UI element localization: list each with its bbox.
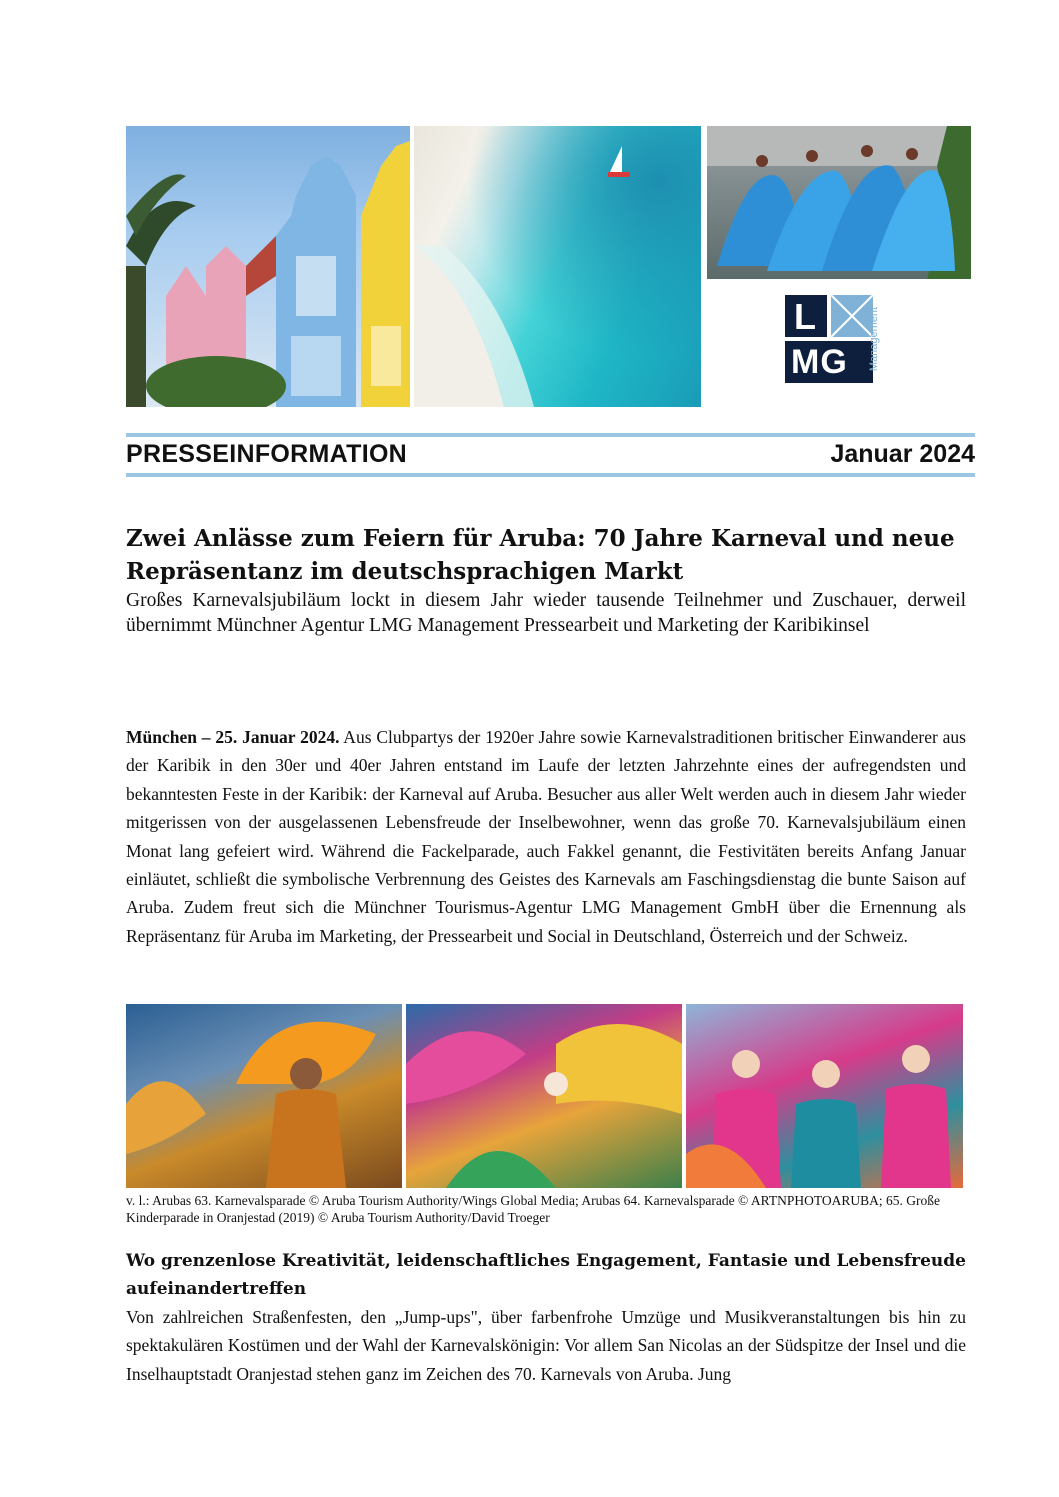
lmg-logo-bottom-letters: MG xyxy=(791,343,848,381)
intro-paragraph xyxy=(126,723,966,950)
intro-dateline: München – 25. Januar 2024. xyxy=(126,727,340,747)
houses-photo xyxy=(126,126,410,407)
photo-caption: v. l.: Arubas 63. Karnevalsparade © Aruba Tourism Authority/Wings Global Media; Arubas 64. Karnevalsparade © ARTNPHOTOARUBA; 65. Große Kinderparade in Oranjestad (2019) © Aruba Tourism Authority/David Troeger xyxy=(126,1193,940,1225)
sailboat-illustration xyxy=(414,126,701,407)
section-body: Von zahlreichen Straßenfesten, den „Jump-ups", über farbenfrohe Umzüge und Musikveranstaltungen bis hin zu spektakulären Kostümen und der Wahl der Karnevalskönigin: Vor allem San Nicolas an der Südspitze der Insel und die Inselhauptstadt Oranjestad stehen ganz im Zeichen des 70. Karnevals von Aruba. Jung xyxy=(126,1307,966,1384)
carnival-photo-3-illustration xyxy=(686,1004,963,1188)
intro-text: Aus Clubpartys der 1920er Jahre sowie Karnevalstraditionen britischer Einwanderer aus der Karibik in den 30er und 40er Jahren entstand im Laufe der letzten Jahrzehnte eines der aufregendsten und bekanntesten Feste in der Karibik: der Karneval auf Aruba. Besucher aus aller Welt werden auch in diesem Jahr wieder mitgerissen von der ausgelassenen Lebensfreude der Inselbewohner, wenn das große 70. Karnevalsjubiläum einen Monat lang gefeiert wird. Während die Fackelparade, auch Fakkel genannt, die Festivitäten bereits Anfang Januar einläutet, schließt die symbolische Verbrennung des Geistes des Karnevals am Faschingsdienstag die bunte Saison auf Aruba. Zudem freut sich die Münchner Tourismus-Agentur LMG Management GmbH über die Ernennung als Repräsentanz für Aruba im Marketing, der Pressearbeit und Social in Deutschland, Österreich und der Schweiz. xyxy=(126,727,966,946)
lmg-logo-top-letters: L xyxy=(794,296,816,337)
press-label: PRESSEINFORMATION xyxy=(126,440,408,468)
carnival-photo-2-illustration xyxy=(406,1004,682,1188)
carnival-photo-2 xyxy=(406,1004,682,1188)
headline: Zwei Anlässe zum Feiern für Aruba: 70 Jahre Karneval und neue Repräsentanz im deutschsprachigen Markt xyxy=(126,525,955,585)
lmg-logo xyxy=(785,295,905,385)
press-date: Januar 2024 xyxy=(830,440,975,468)
dancers-photo xyxy=(707,126,971,279)
carnival-photo-1 xyxy=(126,1004,402,1188)
carnival-photo-3 xyxy=(686,1004,963,1188)
section-heading: Wo grenzenlose Kreativität, leidenschaftliches Engagement, Fantasie und Lebensfreude aufeinandertreffen xyxy=(126,1251,966,1299)
lmg-logo-side-text: Management xyxy=(868,306,880,372)
subheadline: Großes Karnevalsjubiläum lockt in diesem Jahr wieder tausende Teilnehmer und Zuschauer, derweil übernimmt Münchner Agentur LMG Management Pressearbeit und Marketing der Karibikinsel xyxy=(126,590,966,636)
press-rule-top xyxy=(126,433,975,437)
carnival-photo-1-illustration xyxy=(126,1004,402,1188)
houses-illustration xyxy=(126,126,410,407)
dancers-illustration xyxy=(707,126,971,279)
press-rule-bottom xyxy=(126,473,975,477)
beach-photo xyxy=(414,126,701,407)
